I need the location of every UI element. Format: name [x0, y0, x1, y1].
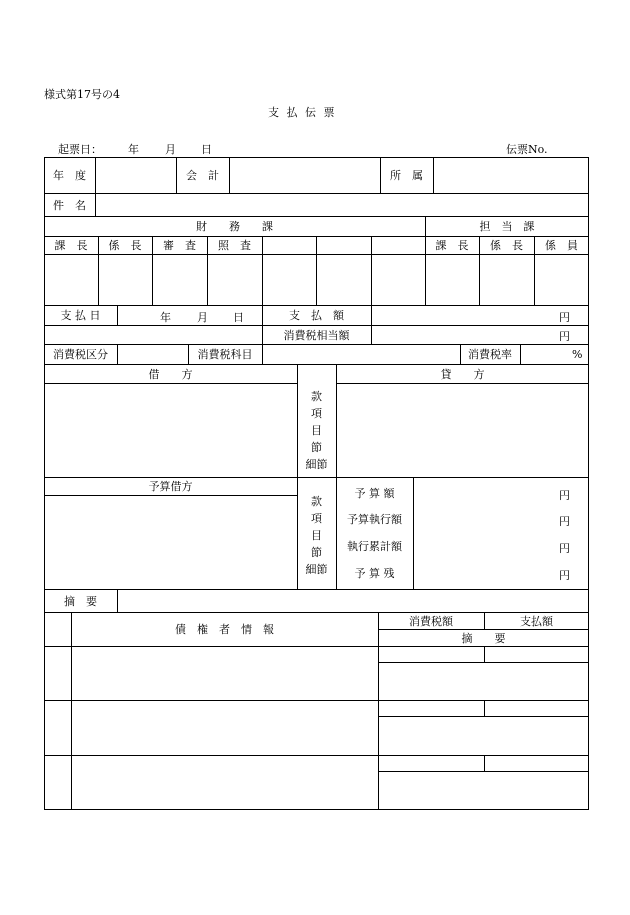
form-number: 様式第17号の4	[44, 88, 120, 101]
budget-amount-yen: 円	[559, 489, 570, 502]
code-moku: 目	[311, 423, 322, 437]
code-kan: 款	[311, 494, 322, 508]
issue-year-label: 年	[128, 143, 139, 156]
finance-role-director: 課 長	[54, 239, 88, 252]
issue-day-label: 日	[201, 143, 212, 156]
finance-role-review: 審 査	[163, 239, 196, 252]
code-setsu: 節	[311, 545, 322, 559]
tax-rate-percent: %	[572, 348, 583, 361]
tax-equivalent-label: 消費税相当額	[283, 328, 350, 342]
code-kou: 項	[311, 511, 322, 525]
budget-cumulative-yen: 円	[559, 542, 570, 555]
page-title: 支 払 伝 票	[268, 106, 337, 119]
budget-debit-label: 予算借方	[148, 480, 193, 493]
tax-rate-label: 消費税率	[468, 348, 512, 361]
payment-amount-yen: 円	[559, 311, 570, 324]
budget-remaining-label: 予 算 残	[354, 567, 395, 580]
tax-category-label: 消費税区分	[53, 348, 108, 361]
tax-account-label: 消費税科目	[197, 348, 253, 361]
summary-label: 摘 要	[64, 594, 97, 608]
budget-cumulative-label: 執行累計額	[347, 540, 402, 553]
tax-amount-label: 消費税額	[409, 614, 453, 628]
affiliation-label: 所 属	[390, 169, 423, 182]
debit-account-codes	[297, 383, 336, 477]
code-setsu: 節	[311, 440, 322, 454]
finance-role-verify: 照 査	[218, 239, 251, 252]
issue-month-label: 月	[165, 143, 176, 156]
payment-amount-col-label: 支払額	[520, 614, 553, 628]
payment-year-label: 年	[160, 311, 171, 324]
fiscal-year-field[interactable]	[96, 158, 175, 192]
code-kan: 款	[311, 389, 322, 403]
responsible-role-director: 課 長	[435, 239, 469, 252]
debit-label: 借 方	[148, 367, 193, 381]
subject-field[interactable]	[96, 194, 588, 215]
budget-executed-yen: 円	[559, 515, 570, 528]
fiscal-year-label: 年 度	[53, 169, 86, 182]
responsible-section-label: 担 当 課	[479, 220, 535, 233]
responsible-role-chief: 係 長	[490, 239, 523, 252]
credit-label: 貸 方	[440, 367, 485, 381]
budget-remaining-yen: 円	[559, 569, 570, 582]
finance-section-label: 財 務 課	[196, 220, 273, 233]
code-saisetsu: 細節	[305, 457, 328, 471]
code-moku: 目	[311, 528, 322, 542]
tax-equivalent-yen: 円	[559, 330, 570, 343]
budget-executed-label: 予算執行額	[347, 513, 402, 526]
code-kou: 項	[311, 406, 322, 420]
affiliation-field[interactable]	[434, 158, 588, 192]
budget-amount-label: 予 算 額	[354, 487, 395, 500]
summary-field[interactable]	[118, 590, 588, 611]
remarks-label: 摘 要	[461, 631, 506, 645]
accounting-label: 会 計	[186, 169, 219, 182]
finance-role-chief: 係 長	[108, 239, 142, 252]
accounting-field[interactable]	[230, 158, 379, 192]
payment-day-label: 日	[233, 311, 244, 324]
payment-month-label: 月	[197, 311, 208, 324]
payment-amount-label: 支 払 額	[289, 309, 344, 322]
voucher-no-label: 伝票No.	[506, 143, 548, 156]
subject-label: 件 名	[53, 198, 86, 212]
code-saisetsu: 細節	[305, 562, 328, 576]
payment-date-label: 支 払 日	[60, 309, 101, 322]
creditor-info-label: 債 権 者 情 報	[175, 623, 274, 636]
responsible-role-staff: 係 員	[545, 239, 578, 252]
budget-account-codes	[297, 488, 336, 582]
issue-date-label: 起票日：	[58, 143, 102, 156]
